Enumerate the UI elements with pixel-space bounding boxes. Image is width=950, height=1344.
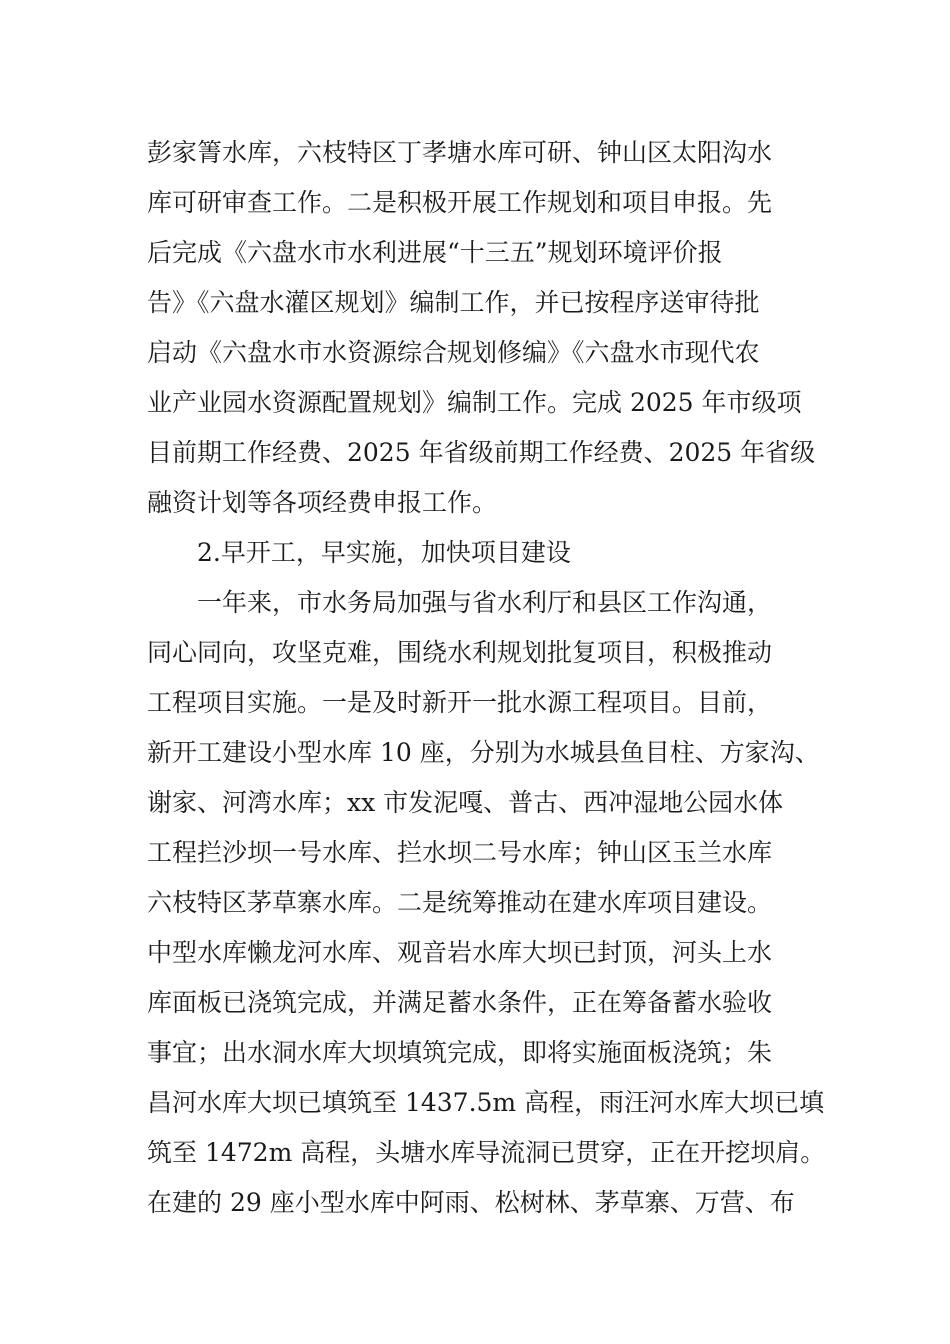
text-line-14: 谢家、河湾水库；xx 市发泥嘎、普古、西冲湿地公园水体 [147, 788, 784, 817]
text-line-7: 目前期工作经费、2025 年省级前期工作经费、2025 年省级 [147, 438, 816, 467]
body-text [147, 128, 827, 1228]
text-line-1: 彭家箐水库，六枝特区丁孝塘水库可研、钟山区太阳沟水 [147, 138, 773, 167]
text-line-5: 启动《六盘水市水资源综合规划修编》《六盘水市现代农 [147, 338, 760, 367]
text-line-15: 工程拦沙坝一号水库、拦水坝二号水库；钟山区玉兰水库 [147, 838, 773, 867]
text-line-6: 业产业园水资源配置规划》编制工作。完成 2025 年市级项 [147, 388, 802, 417]
text-line-22: 在建的 29 座小型水库中阿雨、松树林、茅草寨、万营、布 [147, 1188, 795, 1217]
text-line-20: 昌河水库大坝已填筑至 1437.5m 高程，雨汪河水库大坝已填 [147, 1088, 825, 1117]
text-line-16: 六枝特区茅草寨水库。二是统筹推动在建水库项目建设。 [147, 888, 773, 917]
text-line-4: 告》《六盘水灌区规划》编制工作，并已按程序送审待批 [147, 288, 760, 317]
section-heading: 2.早开工，早实施，加快项目建设 [197, 538, 571, 567]
paragraph-first-line: 一年来，市水务局加强与省水利厅和县区工作沟通， [197, 588, 773, 617]
text-line-18: 库面板已浇筑完成，并满足蓄水条件，正在筹备蓄水验收 [147, 988, 773, 1017]
text-line-12: 工程项目实施。一是及时新开一批水源工程项目。目前， [147, 688, 773, 717]
text-line-8: 融资计划等各项经费申报工作。 [147, 488, 498, 517]
text-line-19: 事宜；出水洞水库大坝填筑完成，即将实施面板浇筑；朱 [147, 1038, 773, 1067]
text-line-2: 库可研审查工作。二是积极开展工作规划和项目申报。先 [147, 188, 773, 217]
text-line-17: 中型水库懒龙河水库、观音岩水库大坝已封顶，河头上水 [147, 938, 773, 967]
text-line-3: 后完成《六盘水市水利进展“十三五”规划环境评价报 [147, 238, 723, 267]
text-line-21: 筑至 1472m 高程，头塘水库导流洞已贯穿，正在开挖坝肩。 [147, 1138, 826, 1167]
text-line-13: 新开工建设小型水库 10 座，分别为水城县鱼目柱、方家沟、 [147, 738, 820, 767]
text-line-11: 同心同向，攻坚克难，围绕水利规划批复项目，积极推动 [147, 638, 773, 667]
